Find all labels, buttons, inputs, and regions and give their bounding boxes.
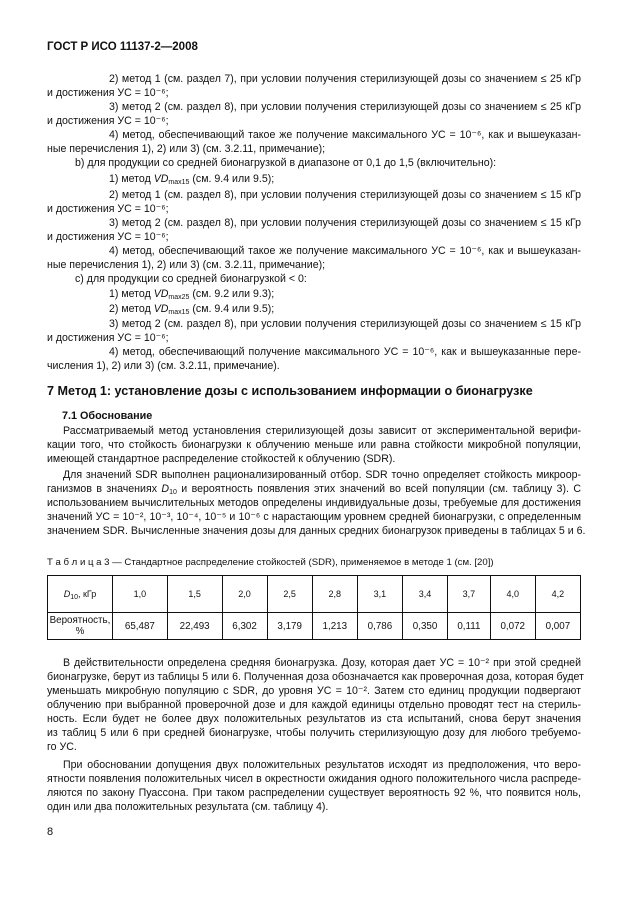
list-heading-b: b) для продукции со средней бионагрузкой в диапазоне от 0,1 до 1,5 (включительно):	[75, 157, 497, 169]
table-cell: 3,1	[357, 576, 402, 613]
text-line: Рассматриваемый метод установления стерилизующей дозы зависит от экспериментальной верифи-	[63, 425, 581, 437]
text-line: значений УС = 10⁻², 10⁻³, 10⁻⁴, 10⁻⁵ и 10⁻⁶ с нарастающим уровнем средней бионагрузки, с определенным	[47, 511, 581, 523]
text-line: и достижения УС = 10⁻⁶;	[47, 231, 169, 243]
d10-suffix: и вероятность появления этих значений во всей популяции (см. таблицу 3). С	[176, 483, 581, 495]
header-cell-d10	[48, 576, 113, 613]
text-line-vd	[47, 302, 581, 316]
vd-symbol: VD	[153, 173, 169, 185]
text-line: 3) метод 2 (см. раздел 8), при условии получения стерилизующей дозы со значением ≤ 25 кГр	[109, 101, 581, 113]
list-heading-c: c) для продукции со средней бионагрузкой < 0:	[75, 273, 307, 285]
text-line: 2) метод 1 (см. раздел 8), при условии получения стерилизующей дозы со значением ≤ 15 кГр	[109, 189, 581, 201]
table-3-caption: Т а б л и ц а 3 — Стандартное распределение стойкостей (SDR), применяемое в методе 1 (см. [20])	[47, 557, 494, 568]
vd-subscript: max15	[168, 179, 190, 186]
vd-subscript: max25	[168, 294, 190, 301]
text-line: Для значений SDR выполнен рационализированный отбор. SDR точно определяет стойкость микроор-	[63, 469, 581, 481]
table-3	[47, 575, 581, 640]
table-cell: 4,0	[490, 576, 535, 613]
table-cell: 1,0	[113, 576, 168, 613]
page-number: 8	[47, 826, 54, 838]
table-row-probability	[48, 613, 581, 640]
vd-suffix: (см. 9.4 или 9.5);	[189, 173, 275, 185]
document-header: ГОСТ Р ИСО 11137-2—2008	[47, 41, 198, 53]
vd-prefix: 1) метод	[109, 173, 154, 185]
text-line: го УС.	[47, 741, 77, 753]
section-7-title: 7 Метод 1: установление дозы с использованием информации о бионагрузке	[47, 384, 533, 398]
table-cell: 1,213	[312, 613, 357, 640]
text-line: 2) метод 1 (см. раздел 7), при условии получения стерилизующей дозы со значением ≤ 25 кГр	[109, 73, 581, 85]
d-unit: , кГр	[77, 589, 97, 599]
table-cell: 0,786	[357, 613, 402, 640]
text-line: ные перечисления 1), 2) или 3) (см. 3.2.11, примечание);	[47, 259, 326, 271]
vd-suffix: (см. 9.2 или 9.3);	[189, 288, 275, 300]
table-cell: 0,350	[403, 613, 448, 640]
table-cell: 6,302	[222, 613, 267, 640]
text-line: значением SDR. Вычисленные значения дозы для данных средних бионагрузок приведены в таблицах 5 и 6.	[47, 525, 586, 537]
d-subscript: 10	[70, 594, 78, 601]
vd-symbol: VD	[153, 303, 169, 315]
table-cell: 65,487	[113, 613, 168, 640]
text-line: бионагрузке, берут из таблицы 5 или 6. Полученная доза обозначается как проверочная доза, которая будет	[47, 671, 584, 683]
text-line: кации того, что стойкость бионагрузки к облучению меньше или равна стойкости микробной популяции,	[47, 439, 581, 451]
text-line: ляются по закону Пуассона. При таком распределении существует вероятность 92 %, что появится ноль,	[47, 787, 581, 799]
table-cell: 22,493	[167, 613, 222, 640]
table-cell: 0,072	[490, 613, 535, 640]
table-cell: 3,179	[267, 613, 312, 640]
text-line: один или два положительных результата (см. таблицу 4).	[47, 801, 329, 813]
text-line: В действительности определена средняя бионагрузка. Дозу, которая дает УС = 10⁻² при этой средней	[63, 657, 581, 669]
table-cell: 4,2	[535, 576, 580, 613]
vd-prefix: 2) метод	[109, 303, 154, 315]
table-cell: 1,5	[167, 576, 222, 613]
text-line: использованием вычислительных методов определены индивидуальные дозы, требуемые для достижения	[47, 497, 581, 509]
table-cell: 2,5	[267, 576, 312, 613]
text-line-vd	[47, 172, 581, 186]
text-line: уменьшать микробную популяцию с SDR, до уровня УС = 10⁻². Затем сто единиц продукции подвергают	[47, 685, 581, 697]
text-line: и достижения УС = 10⁻⁶;	[47, 115, 169, 127]
text-line: имеющей стандартное распределение стойкостей к облучению (SDR).	[47, 453, 396, 465]
text-line: из таблиц 5 или 6 при средней бионагрузке, чтобы получить стерилизующую дозу для любого требуемо-	[47, 727, 581, 739]
vd-suffix: (см. 9.4 или 9.5);	[189, 303, 275, 315]
d10-subscript: 10	[169, 489, 177, 496]
text-line: 4) метод, обеспечивающий получение максимального УС = 10⁻⁶, как и вышеуказанные пере-	[109, 346, 581, 358]
table-cell: 0,111	[448, 613, 491, 640]
table-cell: 0,007	[535, 613, 580, 640]
table-row-d10	[48, 576, 581, 613]
text-line: 4) метод, обеспечивающий такое же получение максимального УС = 10⁻⁶, как и вышеуказан-	[109, 129, 581, 141]
text-line: 4) метод, обеспечивающий такое же получение максимального УС = 10⁻⁶, как и вышеуказан-	[109, 245, 581, 257]
text-line-d10	[47, 482, 581, 496]
table-cell: 2,0	[222, 576, 267, 613]
vd-symbol: VD	[153, 288, 169, 300]
vd-prefix: 1) метод	[109, 288, 154, 300]
d-symbol: D	[63, 589, 71, 599]
text-line: 3) метод 2 (см. раздел 8), при условии получения стерилизующей дозы со значением ≤ 15 кГр	[109, 217, 581, 229]
vd-subscript: max15	[168, 309, 190, 316]
text-line: ность. Если будет не более двух положительных результатов из ста испытаний, снова берут значения	[47, 713, 581, 725]
text-line: и достижения УС = 10⁻⁶;	[47, 87, 169, 99]
text-line: При обосновании допущения двух положительных результатов исходят из предположения, что веро-	[63, 759, 581, 771]
text-line: и достижения УС = 10⁻⁶;	[47, 203, 169, 215]
text-line: ные перечисления 1), 2) или 3) (см. 3.2.11, примечание);	[47, 143, 326, 155]
row-label: Вероятность, %	[48, 613, 113, 640]
table-cell: 3,7	[448, 576, 491, 613]
text-line-vd	[47, 287, 581, 301]
text-line: числения 1), 2) или 3) (см. 3.2.11, примечание).	[47, 360, 280, 372]
text-line: облучению при выбранной проверочной дозе и для каждой единицы отдельно проводят тест на стериль-	[47, 699, 581, 711]
text-line: и достижения УС = 10⁻⁶;	[47, 332, 169, 344]
d10-prefix: ганизмов в значениях	[47, 483, 162, 495]
text-line: 3) метод 2 (см. раздел 8), при условии получения стерилизующей дозы со значением ≤ 15 кГр	[109, 318, 581, 330]
table-cell: 3,4	[403, 576, 448, 613]
d10-symbol: D	[161, 483, 170, 495]
section-7-1-title: 7.1 Обоснование	[62, 410, 153, 422]
table-cell: 2,8	[312, 576, 357, 613]
text-line: ятности появления положительных чисел в окрестности ожидания одного положительного числа распреде-	[47, 773, 581, 785]
